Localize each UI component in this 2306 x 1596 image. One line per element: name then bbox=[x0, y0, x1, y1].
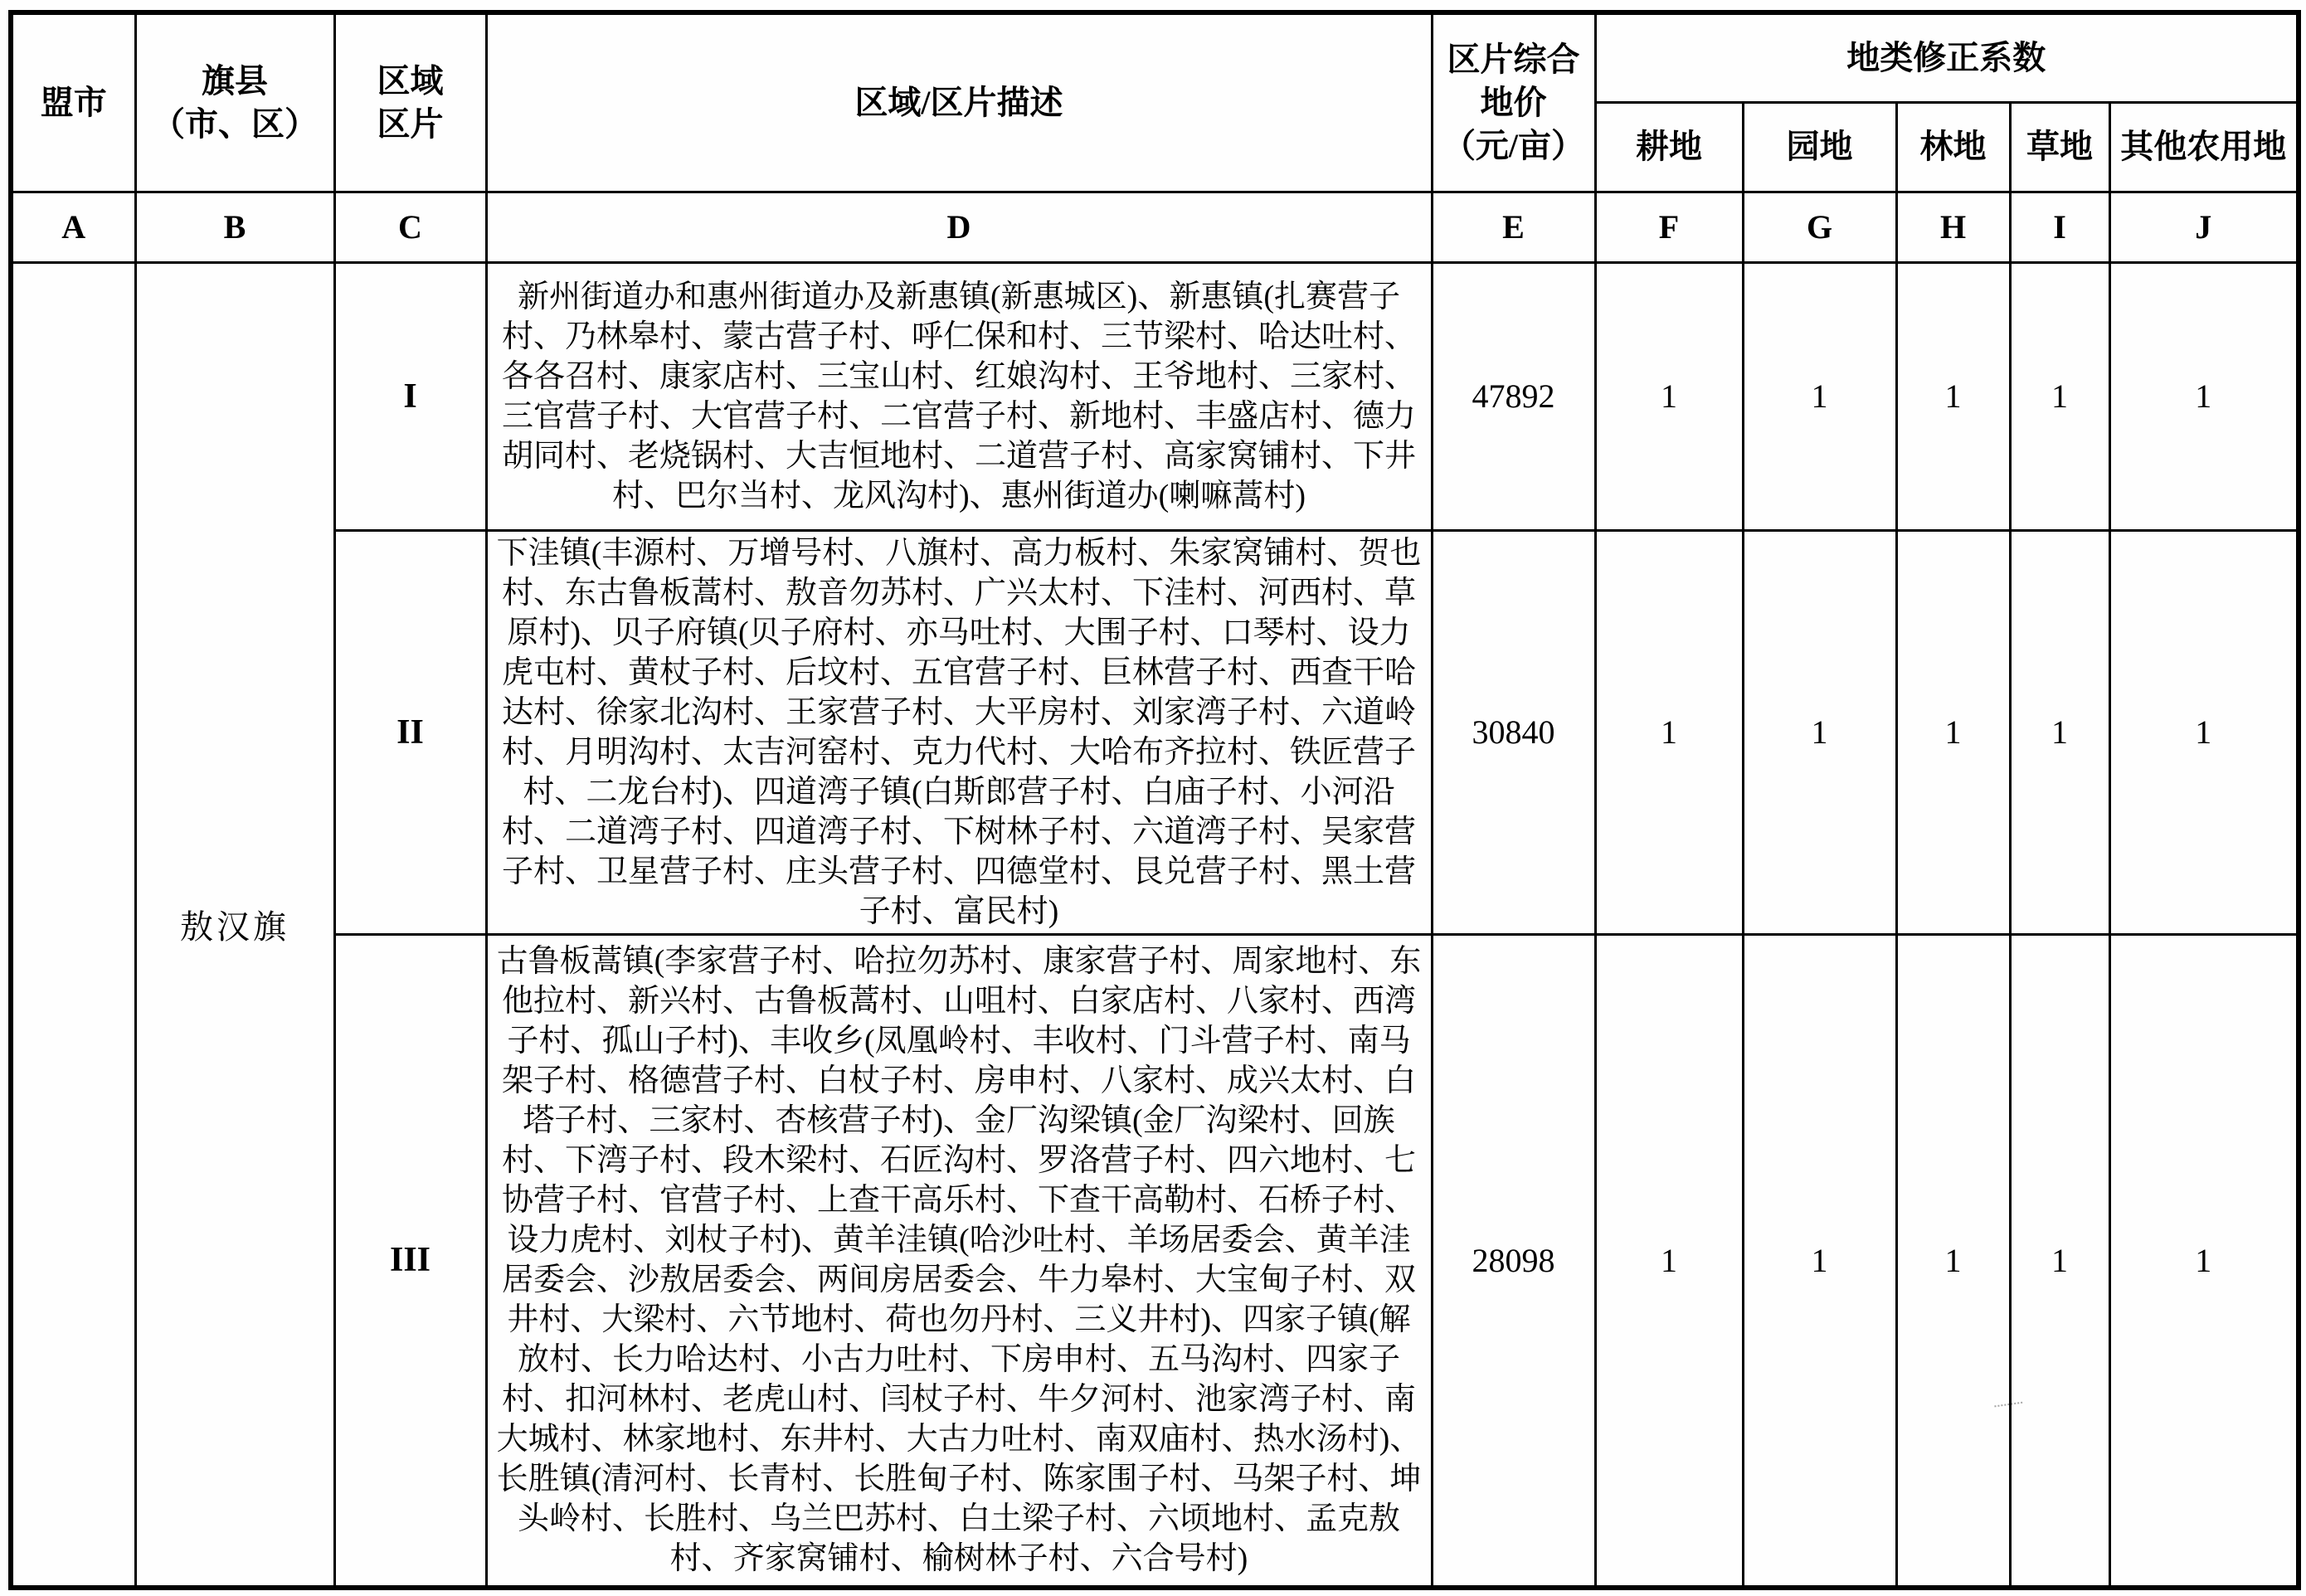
header-row-1 bbox=[11, 12, 2299, 102]
coeff-garden-cell: 1 bbox=[1743, 530, 1896, 934]
letter-cell-e: E bbox=[1432, 192, 1595, 262]
header-modifier-group bbox=[1595, 12, 2299, 102]
coeff-cultivated-cell: 1 bbox=[1595, 262, 1743, 530]
header-banner-county-line1: 旗县 bbox=[202, 61, 268, 100]
letter-cell-d: D bbox=[486, 192, 1432, 262]
coeff-other-cell: 1 bbox=[2109, 530, 2299, 934]
header-price-line1: 区片综合 bbox=[1447, 40, 1580, 78]
header-cultivated-land bbox=[1595, 102, 1743, 192]
coeff-cultivated-cell: 1 bbox=[1595, 530, 1743, 934]
letter-cell-b: B bbox=[135, 192, 334, 262]
letter-cell-a: A bbox=[11, 192, 135, 262]
header-zone-line1: 区域 bbox=[377, 61, 444, 100]
table-row-zone-3 bbox=[11, 934, 2299, 1588]
banner-county-cell: 敖汉旗 bbox=[135, 262, 334, 1588]
header-banner-county bbox=[135, 12, 334, 192]
header-description-label: 区域/区片描述 bbox=[854, 83, 1063, 121]
header-price bbox=[1432, 12, 1595, 192]
coeff-garden-cell: 1 bbox=[1743, 262, 1896, 530]
header-garden-land-label: 园地 bbox=[1786, 128, 1853, 165]
coeff-other-cell: 1 bbox=[2109, 934, 2299, 1588]
letter-cell-c: C bbox=[334, 192, 486, 262]
coeff-grass-cell: 1 bbox=[2010, 262, 2109, 530]
zone-cell: II bbox=[334, 530, 486, 934]
coeff-grass-cell: 1 bbox=[2010, 934, 2109, 1588]
header-price-line2: 地价 bbox=[1480, 83, 1547, 121]
coeff-forest-cell: 1 bbox=[1896, 934, 2010, 1588]
league-city-cell bbox=[11, 262, 135, 1588]
coeff-garden-cell: 1 bbox=[1743, 934, 1896, 1588]
header-price-line3: （元/亩） bbox=[1442, 126, 1585, 164]
land-price-table bbox=[8, 10, 2301, 1590]
coeff-forest-cell: 1 bbox=[1896, 262, 2010, 530]
price-cell: 47892 bbox=[1432, 262, 1595, 530]
coeff-grass-cell: 1 bbox=[2010, 530, 2109, 934]
description-cell: 新州街道办和惠州街道办及新惠镇(新惠城区)、新惠镇(扎赛营子村、乃林皋村、蒙古营子村、呼仁保和村、三节梁村、哈达吐村、各各召村、康家店村、三宝山村、红娘沟村、王爷地村、三家村、三官营子村、大官营子村、二官营子村、新地村、丰盛店村、德力胡同村、老烧锅村、大吉恒地村、二道营子村、高家窝铺村、下井村、巴尔当村、龙风沟村)、惠州街道办(喇嘛蒿村) bbox=[486, 262, 1432, 530]
header-grassland-label: 草地 bbox=[2026, 128, 2093, 165]
header-other-agricultural-land-label: 其他农用地 bbox=[2120, 128, 2287, 165]
description-cell: 古鲁板蒿镇(李家营子村、哈拉勿苏村、康家营子村、周家地村、东他拉村、新兴村、古鲁板蒿村、山咀村、白家店村、八家村、西湾子村、孤山子村)、丰收乡(凤凰岭村、丰收村、门斗营子村、南马架子村、格德营子村、白杖子村、房申村、八家村、成兴太村、白塔子村、三家村、杏核营子村)、金厂沟梁镇(金厂沟梁村、回族村、下湾子村、段木梁村、石匠沟村、罗洛营子村、四六地村、七协营子村、官营子村、上查干高乐村、下查干高勒村、石桥子村、设力虎村、刘杖子村)、黄羊洼镇(哈沙吐村、羊场居委会、黄羊洼居委会、沙敖居委会、两间房居委会、牛力皋村、大宝甸子村、双井村、大梁村、六节地村、荷也勿丹村、三义井村)、四家子镇(解放村、长力哈达村、小古力吐村、下房申村、五马沟村、四家子村、扣河林村、老虎山村、闫杖子村、牛夕河村、池家湾子村、南大城村、林家地村、东井村、大古力吐村、南双庙村、热水汤村)、长胜镇(清河村、长青村、长胜甸子村、陈家围子村、马架子村、坤头岭村、长胜村、乌兰巴苏村、白土梁子村、六顷地村、孟克敖村、齐家窝铺村、榆树林子村、六合号村) bbox=[486, 934, 1432, 1588]
letter-cell-i: I bbox=[2010, 192, 2109, 262]
header-forest-land bbox=[1896, 102, 2010, 192]
letter-cell-j: J bbox=[2109, 192, 2299, 262]
header-zone bbox=[334, 12, 486, 192]
price-cell: 30840 bbox=[1432, 530, 1595, 934]
header-garden-land bbox=[1743, 102, 1896, 192]
table-row-zone-1 bbox=[11, 262, 2299, 530]
coeff-other-cell: 1 bbox=[2109, 262, 2299, 530]
zone-cell: I bbox=[334, 262, 486, 530]
header-forest-land-label: 林地 bbox=[1919, 128, 1987, 165]
header-league-city bbox=[11, 12, 135, 192]
price-cell: 28098 bbox=[1432, 934, 1595, 1588]
header-cultivated-land-label: 耕地 bbox=[1636, 128, 1702, 165]
column-letters-row bbox=[11, 192, 2299, 262]
header-banner-county-line2: （市、区） bbox=[152, 105, 318, 143]
coeff-forest-cell: 1 bbox=[1896, 530, 2010, 934]
header-league-city-label: 盟市 bbox=[40, 83, 107, 121]
letter-cell-h: H bbox=[1896, 192, 2010, 262]
letter-cell-f: F bbox=[1595, 192, 1743, 262]
description-cell: 下洼镇(丰源村、万增号村、八旗村、高力板村、朱家窝铺村、贺也村、东古鲁板蒿村、敖音勿苏村、广兴太村、下洼村、河西村、草原村)、贝子府镇(贝子府村、亦马吐村、大围子村、口琴村、设力虎屯村、黄杖子村、后坟村、五官营子村、巨林营子村、西查干哈达村、徐家北沟村、王家营子村、大平房村、刘家湾子村、六道岭村、月明沟村、太吉河窑村、克力代村、大哈布齐拉村、铁匠营子村、二龙台村)、四道湾子镇(白斯郎营子村、白庙子村、小河沿村、二道湾子村、四道湾子村、下树林子村、六道湾子村、吴家营子村、卫星营子村、庄头营子村、四德堂村、艮兑营子村、黑土营子村、富民村) bbox=[486, 530, 1432, 934]
zone-cell: III bbox=[334, 934, 486, 1588]
header-grassland bbox=[2010, 102, 2109, 192]
header-other-agricultural-land bbox=[2109, 102, 2299, 192]
header-zone-line2: 区片 bbox=[377, 105, 444, 143]
table-row-zone-2 bbox=[11, 530, 2299, 934]
letter-cell-g: G bbox=[1743, 192, 1896, 262]
header-description bbox=[486, 12, 1432, 192]
coeff-cultivated-cell: 1 bbox=[1595, 934, 1743, 1588]
header-modifier-group-label: 地类修正系数 bbox=[1846, 38, 2046, 76]
